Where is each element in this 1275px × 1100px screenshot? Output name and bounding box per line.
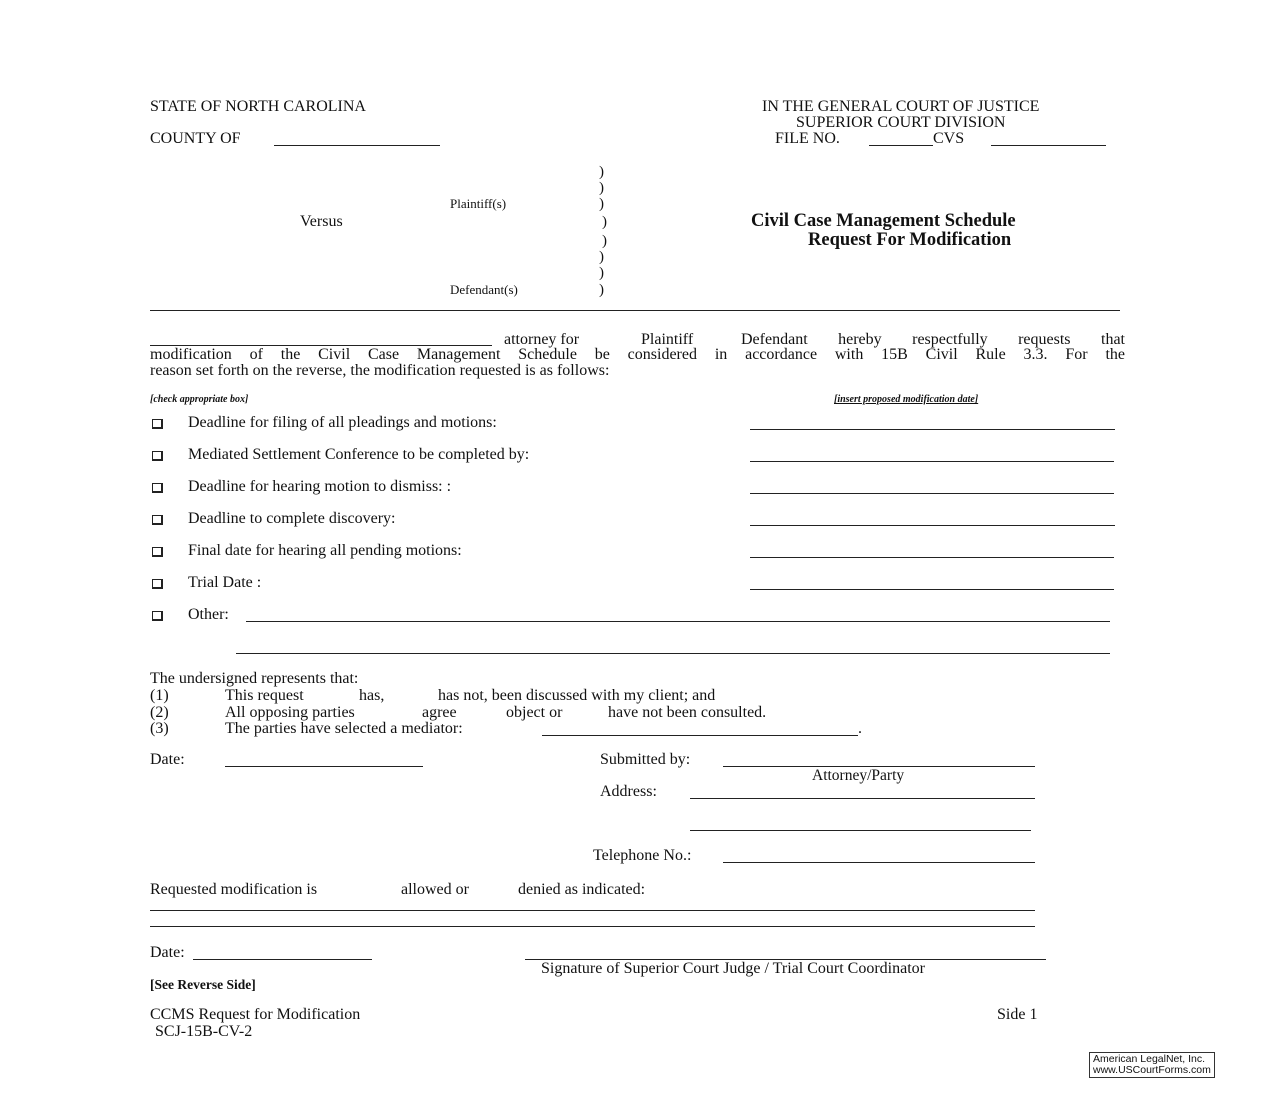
caption-divider (150, 310, 1120, 311)
form-title-line1: Civil Case Management Schedule (751, 211, 1016, 231)
allowed-option[interactable]: allowed or (401, 881, 469, 898)
caption-bracket: ) (602, 214, 607, 230)
item-label: Other: (188, 606, 229, 623)
checkbox-pending-motions[interactable] (152, 547, 163, 557)
checkbox-filing-deadline[interactable] (152, 419, 163, 429)
plaintiff-label: Plaintiff(s) (450, 196, 507, 211)
date-field-mediation[interactable] (750, 461, 1114, 462)
item-label: Deadline to complete discovery: (188, 510, 396, 527)
mediator-field[interactable] (542, 735, 858, 736)
ruling-date-field[interactable] (193, 959, 372, 960)
address-field-line2[interactable] (690, 830, 1031, 831)
intro-line-3: reason set forth on the reverse, the modification requested is as follows: (150, 362, 610, 379)
court-heading: IN THE GENERAL COURT OF JUSTICE (762, 98, 1040, 115)
file-no-label: FILE NO. (775, 130, 840, 147)
publisher-name: American LegalNet, Inc. (1093, 1053, 1206, 1065)
requested-modification-label: Requested modification is (150, 881, 318, 898)
rep-1-text: This request (225, 687, 304, 704)
insert-date-instruction: [insert proposed modification date] (834, 394, 979, 405)
rep-2-text: All opposing parties (225, 704, 355, 721)
date-field-motion-dismiss[interactable] (750, 493, 1114, 494)
checkbox-discovery[interactable] (152, 515, 163, 525)
telephone-field[interactable] (723, 862, 1035, 863)
date-field-discovery[interactable] (750, 525, 1115, 526)
checkbox-motion-dismiss[interactable] (152, 483, 163, 493)
county-field[interactable] (274, 145, 440, 146)
see-reverse-note: [See Reverse Side] (150, 977, 256, 992)
signature-caption: Signature of Superior Court Judge / Trial Court Coordinator (541, 960, 925, 977)
rep-2-agree-option[interactable]: agree (422, 704, 457, 721)
checkbox-mediated-settlement[interactable] (152, 451, 163, 461)
attorney-for-text: attorney for (504, 331, 580, 348)
caption-bracket: ) (599, 249, 604, 265)
form-title-line2: Request For Modification (808, 230, 1012, 250)
file-no-field-number[interactable] (991, 145, 1106, 146)
state-heading: STATE OF NORTH CAROLINA (150, 98, 366, 115)
defendant-label: Defendant(s) (450, 282, 518, 297)
rep-2-object-option[interactable]: object or (506, 704, 563, 721)
address-field-line1[interactable] (690, 798, 1035, 799)
rep-number: (2) (150, 704, 169, 721)
rep-number: (1) (150, 687, 169, 704)
defendant-option-text: Defendant hereby respectfully requests that (741, 331, 1125, 348)
representations-heading: The undersigned represents that: (150, 670, 359, 687)
publisher-stamp (1089, 1052, 1215, 1078)
county-label: COUNTY OF (150, 130, 241, 147)
rep-1-has-not-option[interactable]: has not, been discussed with my client; and (438, 687, 716, 704)
check-box-instruction: [check appropriate box] (150, 394, 249, 405)
other-field-line1[interactable] (246, 621, 1110, 622)
ruling-notes-line1[interactable] (150, 910, 1035, 911)
rep-3-text: The parties have selected a mediator: (225, 720, 463, 737)
item-label: Final date for hearing all pending motions: (188, 542, 462, 559)
versus-label: Versus (300, 213, 343, 230)
checkbox-trial-date[interactable] (152, 579, 163, 589)
division-heading: SUPERIOR COURT DIVISION (796, 114, 1006, 131)
caption-bracket: ) (602, 233, 607, 249)
ruling-notes-line2[interactable] (150, 926, 1035, 927)
item-label: Deadline for filing of all pleadings and motions: (188, 414, 497, 431)
caption-bracket: ) (599, 180, 604, 196)
plaintiff-option[interactable]: Plaintiff (641, 331, 694, 348)
publisher-url: www.USCourtForms.com (1093, 1064, 1211, 1076)
denied-option[interactable]: denied as indicated: (518, 881, 646, 898)
caption-bracket: ) (599, 196, 604, 212)
file-no-cvs: CVS (933, 130, 965, 147)
item-label: Trial Date : (188, 574, 262, 591)
checkbox-other[interactable] (152, 611, 163, 621)
intro-line-2: modification of the Civil Case Management Schedule be considered in accordance with 15B Civil Rule 3.3. For the (150, 346, 1125, 363)
rep-1-has-option[interactable]: has, (359, 687, 385, 704)
date-field-trial[interactable] (750, 589, 1114, 590)
other-field-line2[interactable] (236, 653, 1110, 654)
date-field-filing[interactable] (750, 429, 1115, 430)
telephone-label: Telephone No.: (593, 847, 692, 864)
ruling-date-label: Date: (150, 944, 185, 961)
attorney-party-caption: Attorney/Party (812, 767, 905, 784)
rep-number: (3) (150, 720, 169, 737)
date-field-pending-motions[interactable] (750, 557, 1114, 558)
form-name: CCMS Request for Modification (150, 1006, 361, 1023)
rep-2-not-consulted-option[interactable]: have not been consulted. (608, 704, 767, 721)
rep-3-period: . (858, 720, 862, 737)
item-label: Mediated Settlement Conference to be completed by: (188, 446, 530, 463)
caption-bracket: ) (599, 282, 604, 298)
caption-bracket: ) (599, 164, 604, 180)
item-label: Deadline for hearing motion to dismiss: : (188, 478, 452, 495)
form-code: SCJ-15B-CV-2 (155, 1023, 253, 1040)
submission-date-field[interactable] (225, 766, 423, 767)
caption-bracket: ) (599, 265, 604, 281)
address-label: Address: (600, 783, 657, 800)
date-label: Date: (150, 751, 185, 768)
submitted-by-label: Submitted by: (600, 751, 691, 768)
file-no-field-year[interactable] (869, 145, 933, 146)
page-side: Side 1 (997, 1006, 1038, 1023)
